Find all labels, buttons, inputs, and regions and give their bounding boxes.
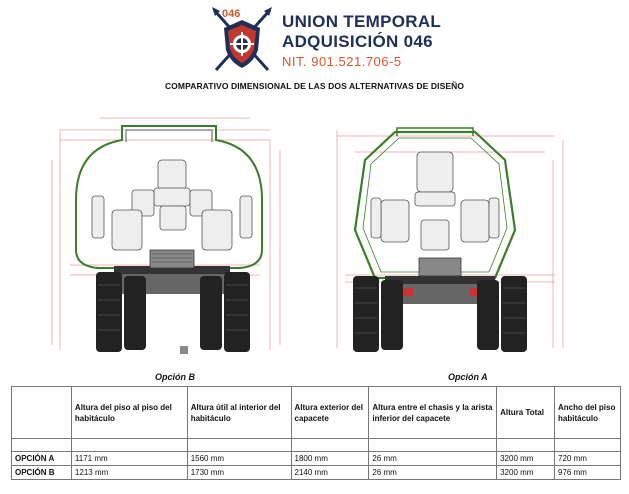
company-title-line1: UNION TEMPORAL — [282, 12, 442, 31]
option-a-drawing — [325, 100, 575, 362]
table-cell: 1560 mm — [187, 452, 291, 466]
table-row-label: OPCIÓN A — [12, 452, 72, 466]
table-cell: 3200 mm — [497, 466, 555, 480]
table-cell: 26 mm — [369, 452, 497, 466]
table-cell: 1171 mm — [71, 452, 187, 466]
shield-logo-icon — [208, 6, 276, 74]
option-b-drawing — [40, 100, 305, 362]
table-header-cell: Altura útil al interior del habitáculo — [187, 387, 291, 439]
dimension-comparison-table — [11, 386, 621, 480]
table-row — [12, 466, 621, 480]
table-cell: 720 mm — [555, 452, 621, 466]
document-subtitle: COMPARATIVO DIMENSIONAL DE LAS DOS ALTERNATIVAS DE DISEÑO — [164, 81, 465, 91]
table-header-cell: Altura Total — [497, 387, 555, 439]
table-cell: 3200 mm — [497, 452, 555, 466]
table-cell: 1213 mm — [71, 466, 187, 480]
table-row-label: OPCIÓN B — [12, 466, 72, 480]
table-row — [12, 452, 621, 466]
table-header-cell: Altura entre el chasis y la arista inferior del capacete — [369, 387, 497, 439]
table-header-cell: Ancho del piso habitáculo — [555, 387, 621, 439]
logo-badge-number: 046 — [222, 8, 241, 20]
table-cell: 1800 mm — [291, 452, 369, 466]
table-header-cell: Altura exterior del capacete — [291, 387, 369, 439]
option-b-caption: Opción B — [155, 372, 195, 382]
table-spacer-row — [12, 439, 621, 452]
table-cell: 2140 mm — [291, 466, 369, 480]
table-cell: 976 mm — [555, 466, 621, 480]
table-header-cell — [12, 387, 72, 439]
option-a-caption: Opción A — [448, 372, 488, 382]
table-header-row — [12, 387, 621, 439]
company-title-line2: ADQUISICIÓN 046 — [282, 32, 433, 51]
table-header-cell: Altura del piso al piso del habitáculo — [71, 387, 187, 439]
company-header — [208, 4, 448, 74]
table-cell: 1730 mm — [187, 466, 291, 480]
company-nit: NIT. 901.521.706-5 — [282, 54, 402, 69]
table-cell: 26 mm — [369, 466, 497, 480]
